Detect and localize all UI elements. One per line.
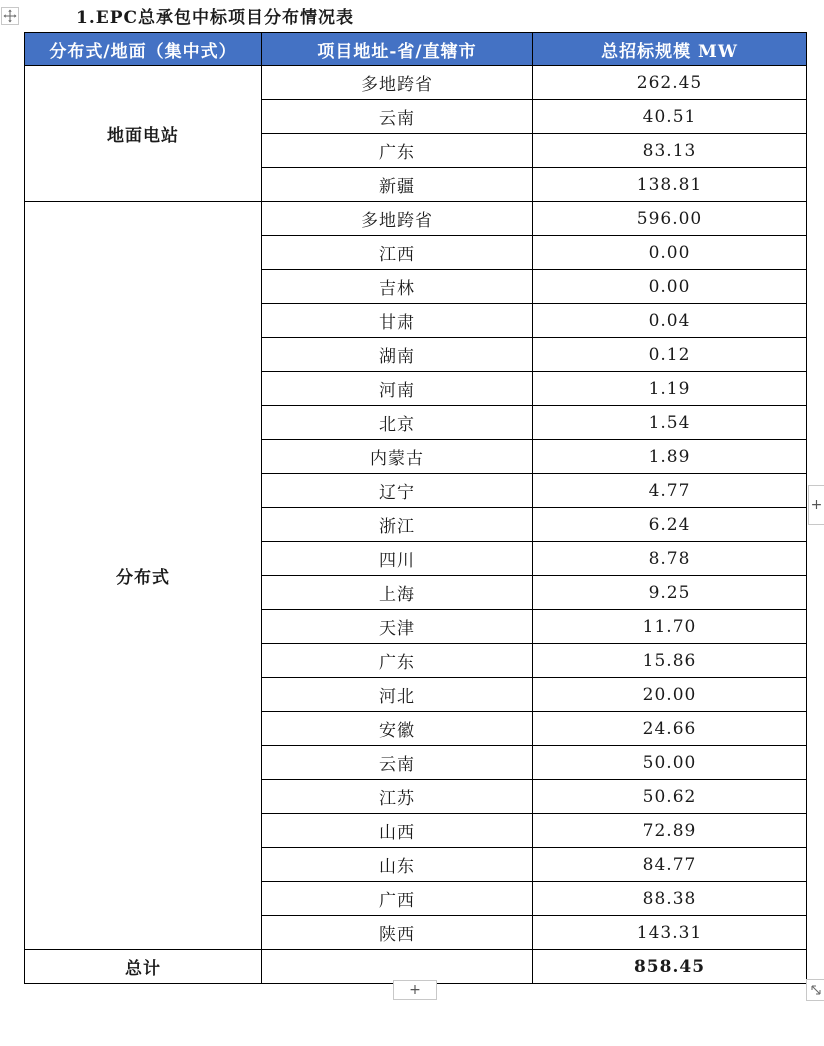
province-cell: 山东 [262, 848, 533, 882]
header-type: 分布式/地面（集中式） [25, 33, 262, 66]
add-column-button[interactable]: + [808, 485, 824, 525]
resize-icon [810, 984, 822, 996]
province-cell: 安徽 [262, 712, 533, 746]
province-cell: 四川 [262, 542, 533, 576]
province-cell: 河北 [262, 678, 533, 712]
table-move-handle[interactable] [1, 7, 19, 25]
province-cell: 天津 [262, 610, 533, 644]
table-title: 1.EPC总承包中标项目分布情况表 [76, 8, 355, 28]
group-label-cell: 分布式 [25, 202, 262, 950]
scale-value-cell: 0.12 [533, 338, 807, 372]
scale-value-cell: 143.31 [533, 916, 807, 950]
move-icon [3, 9, 17, 23]
province-cell: 多地跨省 [262, 202, 533, 236]
province-cell: 江苏 [262, 780, 533, 814]
scale-value-cell: 0.00 [533, 270, 807, 304]
table-row [25, 66, 807, 100]
total-row [25, 950, 807, 984]
scale-value-cell: 15.86 [533, 644, 807, 678]
table-row [25, 202, 807, 236]
scale-value-cell: 1.54 [533, 406, 807, 440]
scale-value-cell: 0.04 [533, 304, 807, 338]
distribution-table [24, 32, 807, 984]
header-scale: 总招标规模 MW [533, 33, 807, 66]
scale-value-cell: 1.89 [533, 440, 807, 474]
total-label-cell: 总计 [25, 950, 262, 984]
header-province: 项目地址-省/直辖市 [262, 33, 533, 66]
province-cell: 江西 [262, 236, 533, 270]
province-cell: 广东 [262, 644, 533, 678]
province-cell: 陕西 [262, 916, 533, 950]
scale-value-cell: 11.70 [533, 610, 807, 644]
scale-value-cell: 1.19 [533, 372, 807, 406]
total-value-cell: 858.45 [533, 950, 807, 984]
province-cell: 辽宁 [262, 474, 533, 508]
scale-value-cell: 4.77 [533, 474, 807, 508]
province-cell: 湖南 [262, 338, 533, 372]
scale-value-cell: 83.13 [533, 134, 807, 168]
header-row [25, 33, 807, 66]
scale-value-cell: 9.25 [533, 576, 807, 610]
province-cell: 新疆 [262, 168, 533, 202]
province-cell: 多地跨省 [262, 66, 533, 100]
scale-value-cell: 596.00 [533, 202, 807, 236]
table-body [25, 66, 807, 984]
table-resize-handle[interactable] [806, 979, 824, 1001]
province-cell: 吉林 [262, 270, 533, 304]
province-cell: 浙江 [262, 508, 533, 542]
province-cell: 云南 [262, 100, 533, 134]
scale-value-cell: 84.77 [533, 848, 807, 882]
scale-value-cell: 72.89 [533, 814, 807, 848]
scale-value-cell: 50.62 [533, 780, 807, 814]
province-cell: 内蒙古 [262, 440, 533, 474]
scale-value-cell: 24.66 [533, 712, 807, 746]
scale-value-cell: 0.00 [533, 236, 807, 270]
scale-value-cell: 50.00 [533, 746, 807, 780]
scale-value-cell: 88.38 [533, 882, 807, 916]
group-label-cell: 地面电站 [25, 66, 262, 202]
province-cell: 北京 [262, 406, 533, 440]
scale-value-cell: 6.24 [533, 508, 807, 542]
province-cell: 广东 [262, 134, 533, 168]
province-cell: 云南 [262, 746, 533, 780]
add-row-button[interactable]: + [393, 980, 437, 1000]
province-cell: 山西 [262, 814, 533, 848]
province-cell: 甘肃 [262, 304, 533, 338]
scale-value-cell: 262.45 [533, 66, 807, 100]
province-cell: 河南 [262, 372, 533, 406]
province-cell: 广西 [262, 882, 533, 916]
scale-value-cell: 8.78 [533, 542, 807, 576]
total-province-cell [262, 950, 533, 984]
scale-value-cell: 138.81 [533, 168, 807, 202]
province-cell: 上海 [262, 576, 533, 610]
scale-value-cell: 40.51 [533, 100, 807, 134]
scale-value-cell: 20.00 [533, 678, 807, 712]
